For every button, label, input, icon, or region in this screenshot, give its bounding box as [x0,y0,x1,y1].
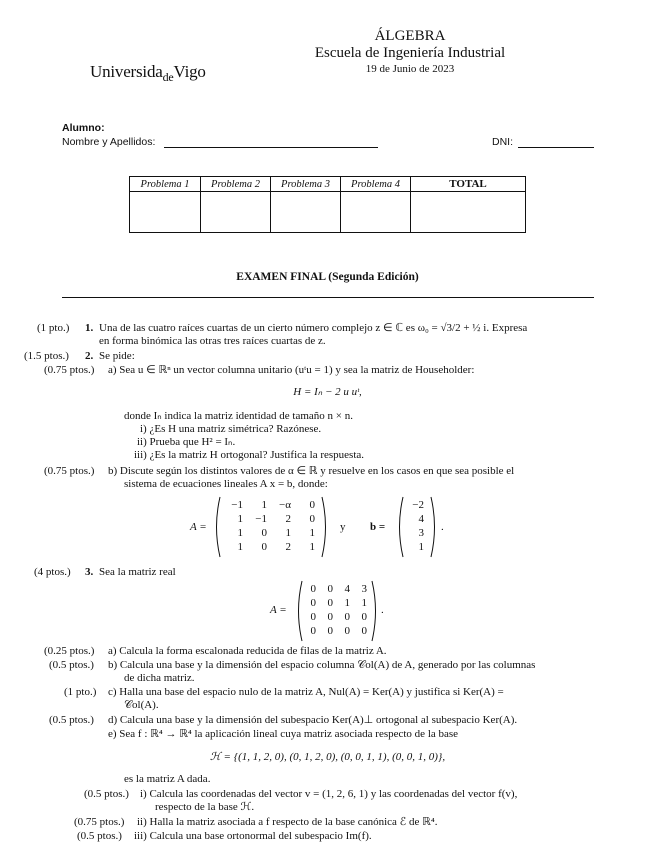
problem3e-iii-line1: iii) Calcula una base ortonormal del subespacio Im(f). [134,830,372,842]
matrix-a3-cell-1-1: 0 [327,597,333,609]
problem3c-line2: 𝒞ol(A). [124,699,159,711]
matrix-a-left-paren [217,497,221,557]
problem3c-line1: c) Halla una base del espacio nulo de la matriz A, Nul(A) = Ker(A) y justifica si Ker(A) = [108,686,504,698]
basis-after-text: es la matriz A dada. [124,773,211,785]
problem2b-points: (0.75 ptos.) [44,465,95,477]
vector-b-right-paren [431,497,435,557]
matrix-a-cell-1-2: 2 [285,513,291,525]
problem3b-points: (0.5 ptos.) [49,659,94,671]
matrix-a-cell-1-3: 0 [309,513,315,525]
problem3e-i-line1: i) Calcula las coordenadas del vector v = (1, 2, 6, 1) y las coordenadas del vector f(v), [140,788,518,800]
problem1-line2: en forma binómica las otras tres raíces cuartas de z. [99,335,326,347]
problem2-number: 2. [85,350,94,362]
matrix-a3-cell-3-1: 0 [327,625,333,637]
exam-title: EXAMEN FINAL (Segunda Edición) [236,271,419,283]
matrix-a3-cell-1-0: 0 [310,597,316,609]
problem3e-iii-points: (0.5 ptos.) [77,830,122,842]
matrix-a3-cell-2-1: 0 [327,611,333,623]
householder-formula: H = Iₙ − 2 u uᵗ, [293,386,362,398]
problem2a-item-i: i) ¿Es H una matriz simétrica? Razónese. [140,423,322,435]
problem1-number: 1. [85,322,94,334]
matrix-a3-cell-0-3: 3 [361,583,367,595]
problem3e-ii-line1: ii) Halla la matriz asociada a f respecto de la base canónica ℰ de ℝ⁴. [137,816,438,828]
problem2a-points: (0.75 ptos.) [44,364,95,376]
problem2b-line2: sistema de ecuaciones lineales A x = b, donde: [124,478,328,490]
matrix-a-label: A = [190,521,207,533]
matrix-a3-cell-3-3: 0 [361,625,367,637]
problem1-points: (1 pto.) [37,322,70,334]
problem3e-ii-points: (0.75 ptos.) [74,816,125,828]
score-header-total: TOTAL [411,177,526,192]
matrix-a3-cell-1-3: 1 [361,597,367,609]
name-label: Nombre y Apellidos: [62,136,156,148]
matrix-a [212,496,330,558]
matrix-a-cell-2-1: 0 [261,527,267,539]
vector-b-label: b = [370,521,386,533]
matrix-a-cell-3-2: 2 [285,541,291,553]
problem1-line1: Una de las cuatro raíces cuartas de un cierto número complejo z ∈ ℂ es ω₀ = √3/2 + ½ i. Expresa [99,322,528,334]
title-divider [62,297,594,298]
matrix-a3-label: A = [270,604,287,616]
matrix-a3-cell-0-2: 4 [344,583,350,595]
problem2a-where: donde Iₙ indica la matriz identidad de tamaño n × n. [124,410,353,422]
problem2-points: (1.5 ptos.) [24,350,69,362]
score-cell-1[interactable] [130,192,201,233]
problem3d-line1: d) Calcula una base y la dimensión del subespacio Ker(A)⊥ ortogonal al subespacio Ker(A). [108,714,518,726]
basis-h-formula: ℋ = {(1, 1, 2, 0), (0, 1, 2, 0), (0, 0, 1, 1), (0, 0, 1, 0)}, [209,751,446,763]
matrix-a3-left-paren [299,581,303,641]
problem3-intro: Sea la matriz real [99,566,176,578]
dni-field[interactable] [518,146,594,148]
matrix-a3-cell-3-0: 0 [310,625,316,637]
score-cell-2[interactable] [201,192,271,233]
score-cell-4[interactable] [341,192,411,233]
problem3d-points: (0.5 ptos.) [49,714,94,726]
problem3e-i-line2: respecto de la base ℋ. [155,801,255,813]
matrix-a3-cell-2-3: 0 [361,611,367,623]
vector-b [395,496,439,558]
student-section-label: Alumno: [62,122,105,134]
matrix-a3 [294,580,380,642]
matrix-a3-cell-3-2: 0 [344,625,350,637]
problem3a-points: (0.25 ptos.) [44,645,95,657]
score-header-1: Problema 1 [130,177,201,192]
problem3c-points: (1 pto.) [64,686,97,698]
problem2a-text: a) Sea u ∈ ℝⁿ un vector columna unitario (uᵗu = 1) y sea la matriz de Householder: [108,364,475,376]
exam-date: 19 de Junio de 2023 [365,63,455,75]
matrix-a3-right-paren [372,581,376,641]
problem3e-i-points: (0.5 ptos.) [84,788,129,800]
dni-label: DNI: [492,136,513,148]
matrix-a-cell-0-3: 0 [309,499,315,511]
matrix-a-right-paren [322,497,326,557]
subject-title: ÁLGEBRA [374,28,446,44]
score-header-2: Problema 2 [201,177,271,192]
score-cell-3[interactable] [271,192,341,233]
matrix-a3-cell-0-0: 0 [310,583,316,595]
score-header-4: Problema 4 [341,177,411,192]
vector-b-period: . [441,521,444,533]
score-header-3: Problema 3 [271,177,341,192]
matrix-a3-period: . [381,604,384,616]
matrix-a3-cell-0-1: 0 [327,583,333,595]
matrix-a-cell-3-1: 0 [261,541,267,553]
problem3a-line1: a) Calcula la forma escalonada reducida de filas de la matriz A. [108,645,387,657]
matrix-a-cell-2-0: 1 [237,527,243,539]
matrix-a-cell-3-3: 1 [309,541,315,553]
school-name: Escuela de Ingeniería Industrial [314,45,506,61]
score-table [129,176,526,233]
vector-b-cell-2-0: 3 [418,527,424,539]
vector-b-cell-1-0: 4 [418,513,424,525]
problem3e-line1: e) Sea f : ℝ⁴ → ℝ⁴ la aplicación lineal cuya matriz asociada respecto de la base [108,728,459,740]
problem2a-item-ii: ii) Prueba que H² = Iₙ. [137,436,236,448]
vector-b-left-paren [400,497,404,557]
matrix-a-cell-3-0: 1 [237,541,243,553]
matrix-a-cell-2-2: 1 [285,527,291,539]
problem2-intro: Se pide: [99,350,135,362]
vector-b-cell-0-0: −2 [412,499,424,511]
matrix-a3-cell-2-2: 0 [344,611,350,623]
problem3b-line1: b) Calcula una base y la dimensión del espacio columna 𝒞ol(A) de A, generado por las columnas [108,659,536,671]
matrix-a3-cell-2-0: 0 [310,611,316,623]
matrix-a-cell-0-2: −α [279,499,291,511]
matrix-a3-cell-1-2: 1 [344,597,350,609]
name-field[interactable] [164,146,378,148]
problem2a-item-iii: iii) ¿Es la matriz H ortogonal? Justifica la respuesta. [134,449,365,461]
matrix-a-cell-1-1: −1 [255,513,267,525]
conjunction-y: y [340,521,346,533]
university-logo: Universida$_{de}$Vigo [90,62,206,84]
problem3-points: (4 ptos.) [34,566,71,578]
matrix-a-cell-1-0: 1 [237,513,243,525]
score-cell-total[interactable] [411,192,526,233]
matrix-a-cell-2-3: 1 [309,527,315,539]
matrix-a-cell-0-1: 1 [261,499,267,511]
matrix-a-cell-0-0: −1 [231,499,243,511]
problem2b-line1: b) Discute según los distintos valores de α ∈ ℝ y resuelve en los casos en que sea posible el [108,465,515,477]
vector-b-cell-3-0: 1 [418,541,424,553]
problem3-number: 3. [85,566,94,578]
problem3b-line2: de dicha matriz. [124,672,195,684]
